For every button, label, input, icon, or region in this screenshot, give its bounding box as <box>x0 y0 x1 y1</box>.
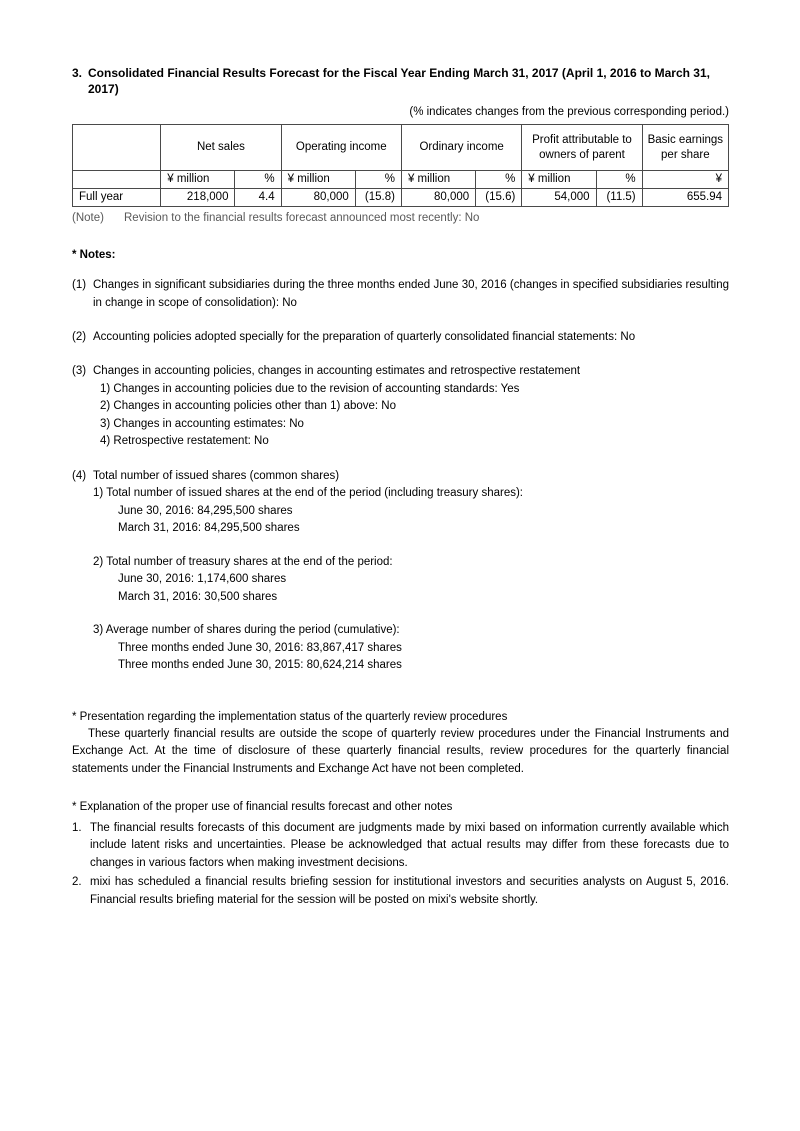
average-shares-title: 3) Average number of shares during the period (cumulative): <box>93 624 400 637</box>
explanation-item-2 <box>72 874 729 909</box>
profit-value: 54,000 <box>522 189 596 207</box>
profit-change: (11.5) <box>596 189 642 207</box>
note-item-4-text: Total number of issued shares (common shares) <box>93 469 340 482</box>
note-item-2-number: (2) <box>72 331 87 343</box>
unit-operating-income-percent: % <box>355 171 401 189</box>
average-shares-line-1: Three months ended June 30, 2016: 83,867,417 shares <box>118 641 402 654</box>
unit-ordinary-income-million: ¥ million <box>401 171 475 189</box>
issued-shares-line-1: June 30, 2016: 84,295,500 shares <box>118 504 293 517</box>
row-label-full-year: Full year <box>73 189 161 207</box>
treasury-shares-title: 2) Total number of treasury shares at the end of the period: <box>93 555 393 568</box>
note-item-3 <box>72 363 729 450</box>
note-item-1-number: (1) <box>72 279 87 292</box>
note-item-3-sub-2: 2) Changes in accounting policies other than 1) above: No <box>100 400 396 413</box>
unit-profit-million: ¥ million <box>522 171 596 189</box>
note-item-3-sub-3: 3) Changes in accounting estimates: No <box>100 417 304 430</box>
explanation-item-1-number: 1. <box>72 821 82 834</box>
unit-eps-yen: ¥ <box>642 171 728 189</box>
note-item-3-sub-4: 4) Retrospective restatement: No <box>100 435 269 448</box>
unit-operating-income-million: ¥ million <box>281 171 355 189</box>
explanation-item-1-text: The financial results forecasts of this document are judgments made by mixi based on information currently available which include latent risks and uncertainties. Please be acknowledged that actual results may differ from these forecasts due to changes in various factors when making investment decisions. <box>90 821 729 869</box>
note-item-3-number: (3) <box>72 365 87 378</box>
explanation-item-2-number: 2. <box>72 876 82 889</box>
ordinary-income-value: 80,000 <box>401 189 475 207</box>
notes-title: * Notes: <box>72 248 116 261</box>
section-heading <box>72 66 729 98</box>
unit-net-sales-percent: % <box>235 171 281 189</box>
unit-net-sales-million: ¥ million <box>161 171 235 189</box>
table-row-full-year <box>73 189 729 207</box>
issued-shares-group <box>93 485 729 537</box>
average-shares-group <box>93 622 729 674</box>
review-procedures-body: These quarterly financial results are outside the scope of quarterly review procedures under the Financial Instruments and Exchange Act. At the time of disclosure of these quarterly financial results, review procedures for the quarterly financial statements under the Financial Instruments and Exchange Act have not been completed. <box>72 727 729 775</box>
table-percentage-note: (% indicates changes from the previous corresponding period.) <box>409 105 729 118</box>
issued-shares-line-2: March 31, 2016: 84,295,500 shares <box>118 522 300 535</box>
col-header-ordinary-income: Ordinary income <box>401 125 521 171</box>
issued-shares-title: 1) Total number of issued shares at the end of the period (including treasury shares): <box>93 487 523 500</box>
empty-units-cell <box>73 171 161 189</box>
note-item-2 <box>72 329 729 346</box>
note-item-2-text: Accounting policies adopted specially for the preparation of quarterly consolidated financial statements: No <box>93 331 636 343</box>
col-header-operating-income: Operating income <box>281 125 401 171</box>
table-footnote-text: Revision to the financial results forecast announced most recently: No <box>124 212 480 225</box>
average-shares-line-2: Three months ended June 30, 2015: 80,624,214 shares <box>118 659 402 672</box>
operating-income-change: (15.8) <box>355 189 401 207</box>
operating-income-value: 80,000 <box>281 189 355 207</box>
unit-profit-percent: % <box>596 171 642 189</box>
explanation-item-2-text: mixi has scheduled a financial results briefing session for institutional investors and securities analysts on August 5, 2016. Financial results briefing material for the session will be posted on mixi's website shortly. <box>90 876 729 906</box>
treasury-shares-line-2: March 31, 2016: 30,500 shares <box>118 590 278 603</box>
note-item-3-text: Changes in accounting policies, changes in accounting estimates and retrospective restatement <box>93 365 581 378</box>
net-sales-value: 218,000 <box>161 189 235 207</box>
review-procedures-title: * Presentation regarding the implementation status of the quarterly review procedures <box>72 710 508 723</box>
table-footnote-label: (Note) <box>72 212 104 225</box>
col-header-profit-attributable: Profit attributable to owners of parent <box>522 125 642 171</box>
note-item-4 <box>72 468 729 675</box>
section-title: Consolidated Financial Results Forecast for the Fiscal Year Ending March 31, 2017 (April 1, 2016 to March 31, 2017) <box>88 66 710 96</box>
col-header-net-sales: Net sales <box>161 125 281 171</box>
net-sales-change: 4.4 <box>235 189 281 207</box>
explanation-title: * Explanation of the proper use of financial results forecast and other notes <box>72 801 453 814</box>
table-footnote <box>72 210 729 227</box>
table-units-row <box>73 171 729 189</box>
treasury-shares-line-1: June 30, 2016: 1,174,600 shares <box>118 573 287 586</box>
explanation-item-1 <box>72 820 729 872</box>
col-header-basic-eps: Basic earnings per share <box>642 125 728 171</box>
treasury-shares-group <box>93 554 729 606</box>
note-item-1-text: Changes in significant subsidiaries during the three months ended June 30, 2016 (changes in specified subsidiaries resulting in change in scope of consolidation): No <box>93 279 729 309</box>
ordinary-income-change: (15.6) <box>476 189 522 207</box>
note-item-1 <box>72 277 729 312</box>
table-header-row <box>73 125 729 171</box>
basic-eps-value: 655.94 <box>642 189 728 207</box>
note-item-4-number: (4) <box>72 469 87 482</box>
empty-corner-cell <box>73 125 161 171</box>
section-number: 3. <box>72 66 83 80</box>
unit-ordinary-income-percent: % <box>476 171 522 189</box>
forecast-table <box>72 124 729 207</box>
note-item-3-sub-1: 1) Changes in accounting policies due to the revision of accounting standards: Yes <box>100 382 520 395</box>
